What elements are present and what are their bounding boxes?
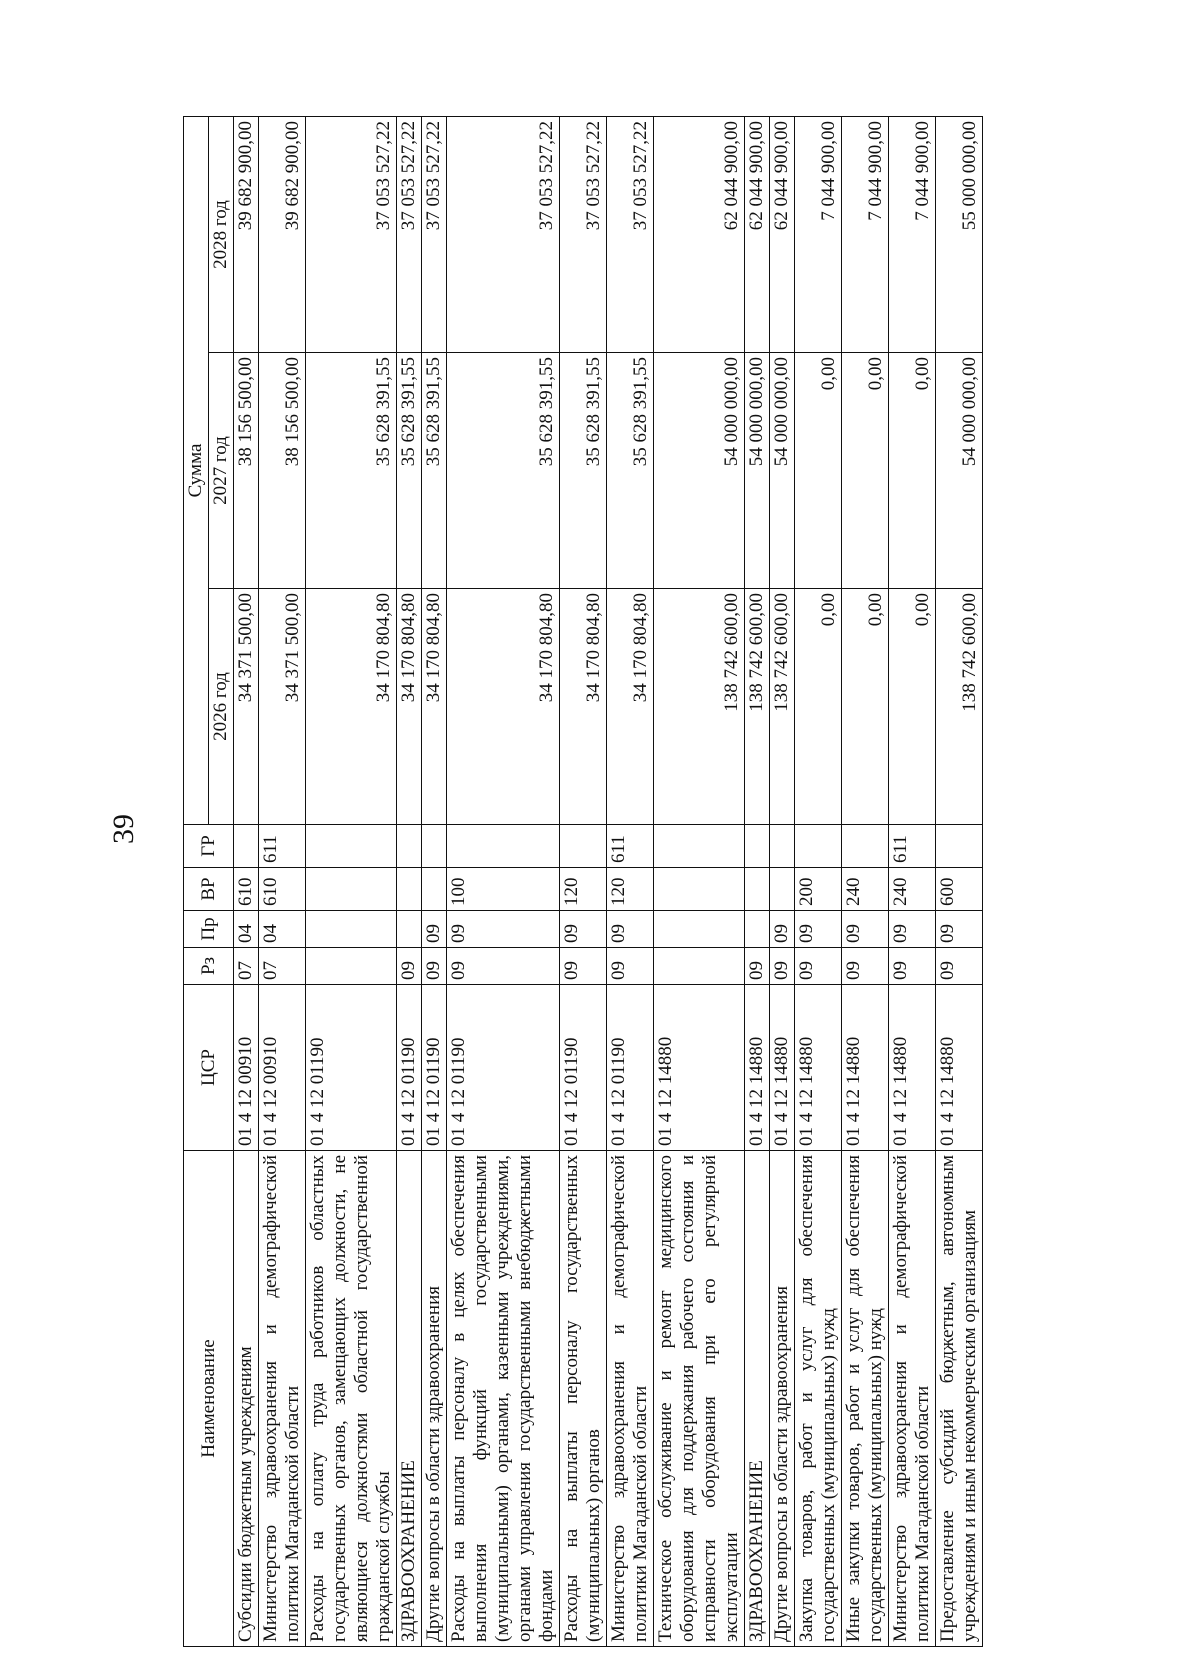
row-sum-2026: 34 170 804,80 (306, 589, 397, 825)
table-row (654, 117, 745, 1647)
row-gr (447, 825, 560, 868)
row-name: ЗДРАВООХРАНЕНИЕ (397, 1151, 422, 1647)
row-sum-2027: 54 000 000,00 (745, 353, 770, 589)
table-row (795, 117, 842, 1647)
table-row (936, 117, 983, 1647)
row-sum-2026: 34 371 500,00 (259, 589, 306, 825)
row-rz: 09 (447, 948, 560, 985)
row-rz: 09 (397, 948, 422, 985)
row-sum-2027: 35 628 391,55 (306, 353, 397, 589)
row-pr (306, 911, 397, 948)
row-sum-2027: 0,00 (795, 353, 842, 589)
row-sum-2027: 54 000 000,00 (936, 353, 983, 589)
row-rz: 07 (234, 948, 259, 985)
row-rz: 09 (745, 948, 770, 985)
row-pr: 09 (770, 911, 795, 948)
row-name: Субсидии бюджетным учреждениям (234, 1151, 259, 1647)
row-rz: 09 (560, 948, 607, 985)
row-rz (306, 948, 397, 985)
row-csr: 01 4 12 14880 (795, 985, 842, 1151)
row-sum-2028: 7 044 900,00 (889, 117, 936, 353)
row-sum-2026: 34 170 804,80 (560, 589, 607, 825)
row-pr: 09 (560, 911, 607, 948)
header-year-2028: 2028 год (209, 117, 234, 353)
row-rz: 09 (770, 948, 795, 985)
row-gr (770, 825, 795, 868)
row-csr: 01 4 12 14880 (936, 985, 983, 1151)
row-csr: 01 4 12 00910 (259, 985, 306, 1151)
row-gr (936, 825, 983, 868)
row-csr: 01 4 12 14880 (770, 985, 795, 1151)
row-sum-2027: 38 156 500,00 (259, 353, 306, 589)
row-sum-2028: 37 053 527,22 (306, 117, 397, 353)
row-pr (397, 911, 422, 948)
row-vr (422, 868, 447, 911)
row-vr (770, 868, 795, 911)
header-gr: ГР (184, 825, 234, 868)
row-pr: 09 (889, 911, 936, 948)
row-vr (306, 868, 397, 911)
row-pr (745, 911, 770, 948)
row-sum-2028: 37 053 527,22 (422, 117, 447, 353)
row-pr: 09 (447, 911, 560, 948)
row-pr (654, 911, 745, 948)
table-row (259, 117, 306, 1647)
row-pr: 09 (842, 911, 889, 948)
table-row (842, 117, 889, 1647)
header-sum: Сумма (184, 117, 209, 825)
row-vr: 240 (842, 868, 889, 911)
row-gr (306, 825, 397, 868)
row-gr (397, 825, 422, 868)
row-rz: 09 (936, 948, 983, 985)
row-rz (654, 948, 745, 985)
table-row (745, 117, 770, 1647)
page-number: 39 (107, 814, 140, 844)
row-sum-2026: 34 170 804,80 (607, 589, 654, 825)
row-sum-2027: 54 000 000,00 (654, 353, 745, 589)
row-sum-2026: 34 170 804,80 (447, 589, 560, 825)
row-pr: 09 (936, 911, 983, 948)
row-pr: 09 (607, 911, 654, 948)
row-gr (560, 825, 607, 868)
row-name: Министерство здравоохранения и демографической политики Магаданской области (889, 1151, 936, 1647)
row-sum-2026: 138 742 600,00 (654, 589, 745, 825)
row-name: Иные закупки товаров, работ и услуг для обеспечения государственных (муниципальных) нужд (842, 1151, 889, 1647)
row-vr (654, 868, 745, 911)
row-sum-2028: 37 053 527,22 (447, 117, 560, 353)
row-gr (745, 825, 770, 868)
row-csr: 01 4 12 01190 (397, 985, 422, 1151)
row-name: Закупка товаров, работ и услуг для обеспечения государственных (муниципальных) нужд (795, 1151, 842, 1647)
table-row (770, 117, 795, 1647)
row-csr: 01 4 12 01190 (447, 985, 560, 1151)
row-sum-2027: 35 628 391,55 (422, 353, 447, 589)
table-row (422, 117, 447, 1647)
row-vr: 600 (936, 868, 983, 911)
row-vr: 120 (560, 868, 607, 911)
row-vr (397, 868, 422, 911)
header-year-2027: 2027 год (209, 353, 234, 589)
budget-table-body (234, 117, 983, 1647)
header-year-2026: 2026 год (209, 589, 234, 825)
row-name: Другие вопросы в области здравоохранения (770, 1151, 795, 1647)
row-name: Расходы на оплату труда работников областных государственных органов, замещающих должности, не являющиеся должностями областной государственной гражданской службы (306, 1151, 397, 1647)
row-sum-2028: 7 044 900,00 (795, 117, 842, 353)
row-sum-2027: 35 628 391,55 (397, 353, 422, 589)
row-sum-2026: 34 170 804,80 (422, 589, 447, 825)
budget-table (183, 116, 983, 1647)
row-sum-2028: 37 053 527,22 (560, 117, 607, 353)
row-sum-2028: 37 053 527,22 (607, 117, 654, 353)
row-name: Министерство здравоохранения и демографической политики Магаданской области (259, 1151, 306, 1647)
row-sum-2028: 55 000 000,00 (936, 117, 983, 353)
row-sum-2026: 138 742 600,00 (745, 589, 770, 825)
row-gr (842, 825, 889, 868)
row-name: ЗДРАВООХРАНЕНИЕ (745, 1151, 770, 1647)
row-pr: 04 (259, 911, 306, 948)
row-gr (234, 825, 259, 868)
row-sum-2028: 39 682 900,00 (234, 117, 259, 353)
row-sum-2027: 0,00 (842, 353, 889, 589)
row-pr: 04 (234, 911, 259, 948)
row-rz: 09 (795, 948, 842, 985)
row-csr: 01 4 12 14880 (842, 985, 889, 1151)
row-csr: 01 4 12 01190 (560, 985, 607, 1151)
row-csr: 01 4 12 01190 (422, 985, 447, 1151)
row-name: Расходы на выплаты персоналу в целях обеспечения выполнения функций государственными (муниципальными) органами, казенными учреждениями, органами управления государственными внебюджетными фондами (447, 1151, 560, 1647)
row-csr: 01 4 12 14880 (654, 985, 745, 1151)
row-gr (795, 825, 842, 868)
row-vr: 610 (234, 868, 259, 911)
row-name: Расходы на выплаты персоналу государственных (муниципальных) органов (560, 1151, 607, 1647)
row-sum-2026: 0,00 (795, 589, 842, 825)
row-sum-2026: 0,00 (842, 589, 889, 825)
row-sum-2027: 0,00 (889, 353, 936, 589)
table-row (607, 117, 654, 1647)
row-vr: 100 (447, 868, 560, 911)
row-sum-2028: 62 044 900,00 (745, 117, 770, 353)
header-csr: ЦСР (184, 985, 234, 1151)
table-row (306, 117, 397, 1647)
rotated-budget-table-container (183, 117, 1125, 1647)
row-csr: 01 4 12 01190 (306, 985, 397, 1151)
row-csr: 01 4 12 01190 (607, 985, 654, 1151)
row-gr: 611 (259, 825, 306, 868)
row-csr: 01 4 12 14880 (889, 985, 936, 1151)
row-sum-2028: 39 682 900,00 (259, 117, 306, 353)
row-sum-2027: 35 628 391,55 (607, 353, 654, 589)
row-vr: 610 (259, 868, 306, 911)
row-sum-2026: 138 742 600,00 (936, 589, 983, 825)
row-sum-2027: 38 156 500,00 (234, 353, 259, 589)
row-name: Техническое обслуживание и ремонт медицинского оборудования для поддержания рабочего состояния и исправности оборудования при его регулярной эксплуатации (654, 1151, 745, 1647)
row-vr (745, 868, 770, 911)
header-pr: Пр (184, 911, 234, 948)
header-name: Наименование (184, 1151, 234, 1647)
table-row (397, 117, 422, 1647)
table-row (234, 117, 259, 1647)
row-csr: 01 4 12 00910 (234, 985, 259, 1151)
row-sum-2026: 138 742 600,00 (770, 589, 795, 825)
row-sum-2028: 62 044 900,00 (770, 117, 795, 353)
row-rz: 09 (607, 948, 654, 985)
row-rz: 09 (889, 948, 936, 985)
table-row (889, 117, 936, 1647)
row-vr: 200 (795, 868, 842, 911)
row-sum-2027: 35 628 391,55 (560, 353, 607, 589)
row-gr (654, 825, 745, 868)
row-name: Другие вопросы в области здравоохранения (422, 1151, 447, 1647)
row-gr: 611 (607, 825, 654, 868)
row-sum-2028: 7 044 900,00 (842, 117, 889, 353)
row-sum-2026: 0,00 (889, 589, 936, 825)
table-row (447, 117, 560, 1647)
row-gr: 611 (889, 825, 936, 868)
row-sum-2026: 34 170 804,80 (397, 589, 422, 825)
row-csr: 01 4 12 14880 (745, 985, 770, 1151)
row-sum-2027: 54 000 000,00 (770, 353, 795, 589)
row-rz: 09 (842, 948, 889, 985)
row-vr: 240 (889, 868, 936, 911)
header-rz: Рз (184, 948, 234, 985)
row-vr: 120 (607, 868, 654, 911)
row-rz: 09 (422, 948, 447, 985)
row-sum-2026: 34 371 500,00 (234, 589, 259, 825)
row-pr: 09 (795, 911, 842, 948)
row-sum-2027: 35 628 391,55 (447, 353, 560, 589)
row-sum-2028: 37 053 527,22 (397, 117, 422, 353)
header-vr: ВР (184, 868, 234, 911)
table-row (560, 117, 607, 1647)
row-sum-2028: 62 044 900,00 (654, 117, 745, 353)
row-name: Министерство здравоохранения и демографической политики Магаданской области (607, 1151, 654, 1647)
row-rz: 07 (259, 948, 306, 985)
row-gr (422, 825, 447, 868)
row-pr: 09 (422, 911, 447, 948)
row-name: Предоставление субсидий бюджетным, автономным учреждениям и иным некоммерческим организациям (936, 1151, 983, 1647)
